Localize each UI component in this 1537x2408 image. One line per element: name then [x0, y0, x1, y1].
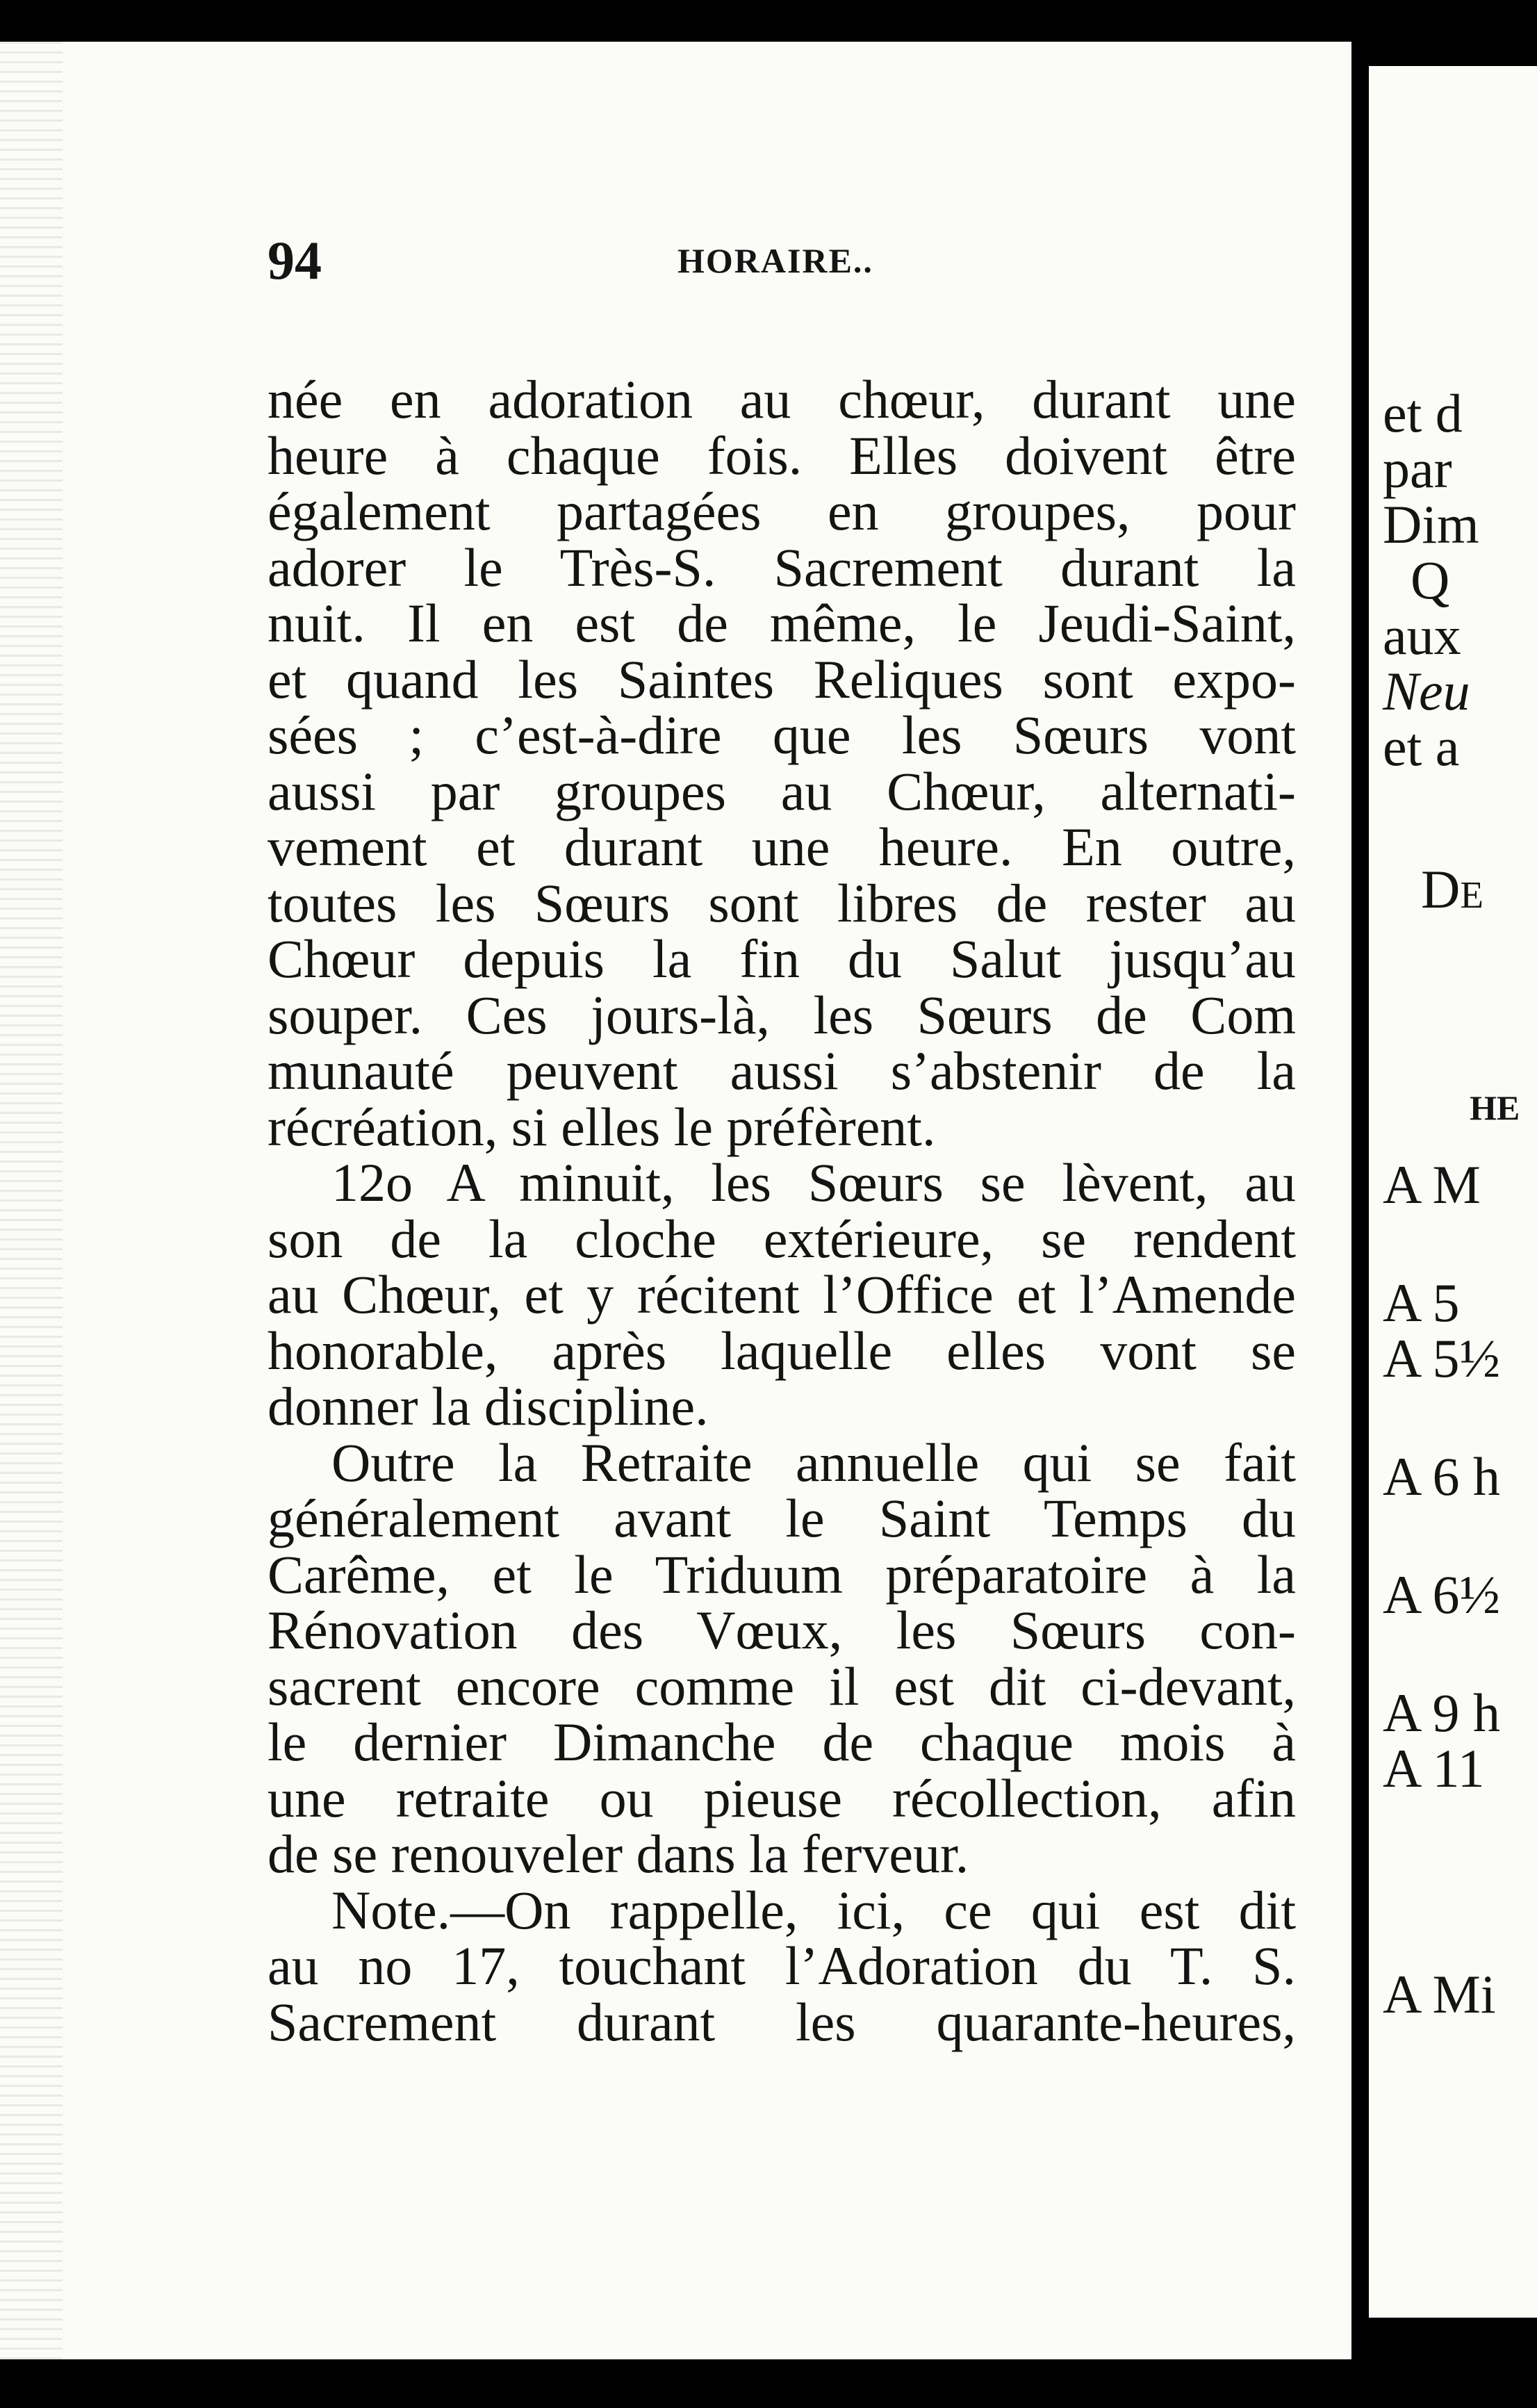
facing-fragment: A 5 [1383, 1272, 1460, 1333]
text-line: au Chœur, et y récitent l’Office et l’Amende [268, 1264, 1296, 1325]
text-line: sacrent encore comme il est dit ci-devant, [268, 1655, 1296, 1717]
body-text [268, 369, 1296, 2052]
text-line: Note.—On rappelle, ici, ce qui est dit [331, 1879, 1296, 1940]
text-line: nuit. Il en est de même, le Jeudi-Saint, [268, 593, 1296, 653]
text-line: également partagées en groupes, pour [268, 481, 1296, 541]
text-line: aussi par groupes au Chœur, alternati- [268, 760, 1296, 821]
facing-fragment: A 6 h [1383, 1446, 1501, 1507]
text-line: heure à chaque fois. Elles doivent être [268, 425, 1296, 486]
text-line: Carême, et le Triduum préparatoire à la [268, 1543, 1296, 1605]
text-line: et quand les Saintes Reliques sont expo- [268, 648, 1296, 710]
facing-fragment: aux [1383, 605, 1461, 666]
facing-fragment: A 6½ [1383, 1564, 1501, 1625]
text-line: 12o A minuit, les Sœurs se lèvent, au [331, 1152, 1296, 1213]
text-line: généralement avant le Saint Temps du [268, 1488, 1296, 1548]
facing-fragment: par [1383, 439, 1452, 499]
facing-fragment: HE [1470, 1088, 1520, 1127]
facing-page-edge [1369, 66, 1537, 2318]
text-line: munauté peuvent aussi s’abstenir de la [268, 1040, 1296, 1101]
page-number: 94 [268, 230, 322, 290]
facing-fragment: De [1421, 859, 1483, 919]
text-line: honorable, après laquelle elles vont se [268, 1320, 1296, 1381]
book-gutter [1351, 0, 1369, 2408]
text-line: adorer le Très-S. Sacrement durant la [268, 537, 1296, 598]
text-line: toutes les Sœurs sont libres de rester au [268, 872, 1296, 933]
facing-fragment: A Mi [1383, 1964, 1496, 2024]
text-line: donner la discipline. [268, 1376, 709, 1436]
page-header [268, 229, 1296, 313]
text-line: née en adoration au chœur, durant une [268, 369, 1296, 429]
facing-fragment: et d [1383, 383, 1463, 443]
facing-fragment: A 11 [1383, 1738, 1485, 1799]
text-line: vement et durant une heure. En outre, [268, 817, 1296, 877]
facing-fragment: Neu [1383, 661, 1470, 721]
facing-fragment: A M [1383, 1154, 1481, 1215]
text-line: son de la cloche extérieure, se rendent [268, 1208, 1296, 1269]
running-head: HORAIRE.. [677, 241, 873, 280]
facing-fragment: Dim [1383, 494, 1479, 555]
text-line: Outre la Retraite annuelle qui se fait [331, 1432, 1296, 1493]
facing-fragment: A 9 h [1383, 1682, 1501, 1743]
text-line: au no 17, touchant l’Adoration du T. S. [268, 1935, 1296, 1996]
text-line: sées ; c’est-à-dire que les Sœurs vont [268, 705, 1296, 765]
text-line: de se renouveler dans la ferveur. [268, 1824, 969, 1884]
text-line: Sacrement durant les quarante-heures, [268, 1991, 1296, 2052]
text-line: le dernier Dimanche de chaque mois à [268, 1712, 1296, 1772]
text-line: Chœur depuis la fin du Salut jusqu’au [268, 928, 1296, 989]
text-line: une retraite ou pieuse récollection, afin [268, 1767, 1296, 1828]
facing-fragment: A 5½ [1383, 1328, 1501, 1389]
facing-fragment: Q [1411, 550, 1450, 610]
text-line: Rénovation des Vœux, les Sœurs con- [268, 1600, 1296, 1660]
text-line: récréation, si elles le préfèrent. [268, 1096, 936, 1157]
facing-fragment: et a [1383, 716, 1460, 777]
text-line: souper. Ces jours-là, les Sœurs de Com [268, 984, 1296, 1045]
